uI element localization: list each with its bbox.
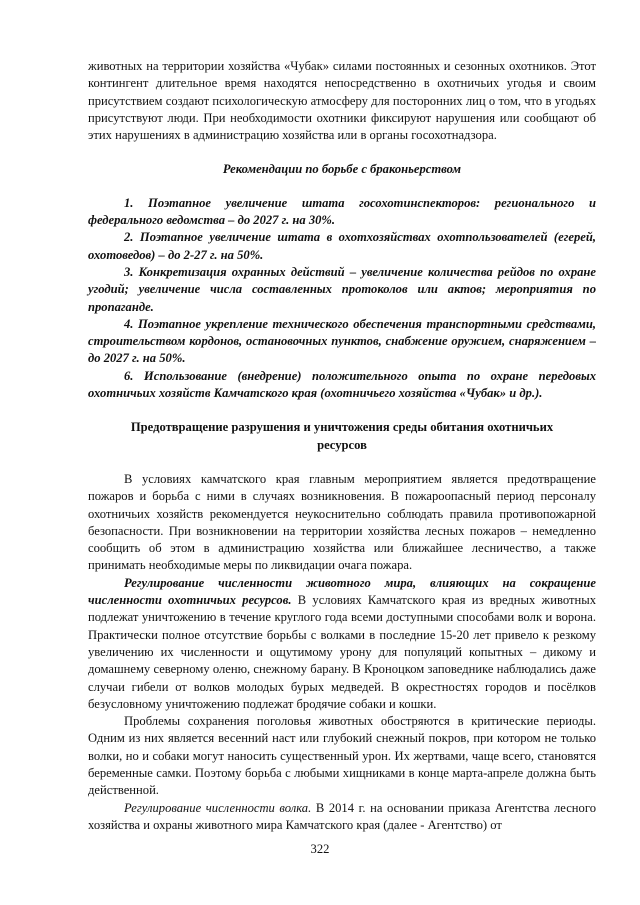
section-title: Предотвращение разрушения и уничтожения среды обитания охотничьих ресурсов [130, 420, 554, 452]
section-paragraph-2 [88, 575, 596, 713]
paragraph-2-text: В условиях Камчатского края из вредных животных подлежат уничтожению в течение круглого года всеми доступными способами волк и ворона. Практически полное отсутствие борьбы с волками в последние 15-20 лет привело к резкому увеличению их численности и ощутимому урону для популяций копытных – дикому и домашнему северному оленю, снежному барану. В Кроноцком заповеднике наблюдались даже случаи гибели от волков молодых бурых медведей. В окрестностях городов и посёлков безусловному уничтожению подлежат бродячие собаки и кошки. [88, 593, 596, 711]
document-page [88, 58, 596, 834]
page-number: 322 [310, 842, 330, 856]
paragraph-4-text: В 2014 г. на основании приказа Агентства лесного хозяйства и охраны животного мира Камчатского края (далее - Агентство) от [88, 800, 596, 832]
recommendation-item-1: 1. Поэтапное увеличение штата госохотинспекторов: регионального и федерального ведомства – до 2027 г. на 30%. [88, 195, 596, 228]
paragraph-4-lead: Регулирование численности волка. [124, 800, 312, 815]
section-paragraph-1: В условиях камчатского края главным мероприятием является предотвращение пожаров и борьба с ними в случаях возникновения. В пожароопасный период персоналу охотничьих хозяйств рекомендуется неукоснительно соблюдать правила противопожарной безопасности. При возникновении на территории хозяйства лесных пожаров – немедленно сообщить об этом в администрацию хозяйства или ближайшее лесничество, а также принимать необходимые меры по ликвидации очага пожара. [88, 471, 596, 573]
section-paragraph-4 [88, 800, 596, 835]
paragraph-2-lead: Регулирование численности животного мира, влияющих на сокращение численности охотничьих ресурсов. [88, 575, 596, 608]
recommendation-item-6: 6. Использование (внедрение) положительного опыта по охране передовых охотничьих хозяйств Камчатского края (охотничьего хозяйства «Чубак» и др.). [88, 368, 596, 401]
recommendation-item-4: 4. Поэтапное укрепление технического обеспечения транспортными средствами, строительством кордонов, остановочных пунктов, снабжение оружием, снаряжением – до 2027 г. на 50%. [88, 316, 596, 366]
section-paragraph-3: Проблемы сохранения поголовья животных обостряются в критические периоды. Одним из них является весенний наст или глубокий снежный покров, при котором не только волки, но и собаки могут наносить существенный урон. Их жертвами, чаще всего, становятся беременные самки. Поэтому борьба с любыми хищниками в конце марта-апреле должна быть действенной. [88, 714, 596, 798]
recommendation-item-2: 2. Поэтапное увеличение штата в охотхозяйствах охотпользователей (егерей, охотоведов) – до 2-27 г. на 50%. [88, 230, 596, 262]
intro-paragraph: животных на территории хозяйства «Чубак» силами постоянных и сезонных охотников. Этот контингент длительное время находятся непосредственно в охотничьих угодья и своим присутствием создают психологическую атмосферу для посторонних лиц о том, что в угодьях присутствуют люди. При необходимости охотники фиксируют нарушения или сообщают об этих нарушениях в администрацию хозяйства или в органы госохотнадзора. [88, 59, 596, 143]
recommendation-item-3: 3. Конкретизация охранных действий – увеличение количества рейдов по охране угодий; увеличение числа составленных протоколов или актов; мероприятия по пропаганде. [88, 264, 596, 314]
recommendations-title: Рекомендации по борьбе с браконьерством [222, 162, 462, 177]
